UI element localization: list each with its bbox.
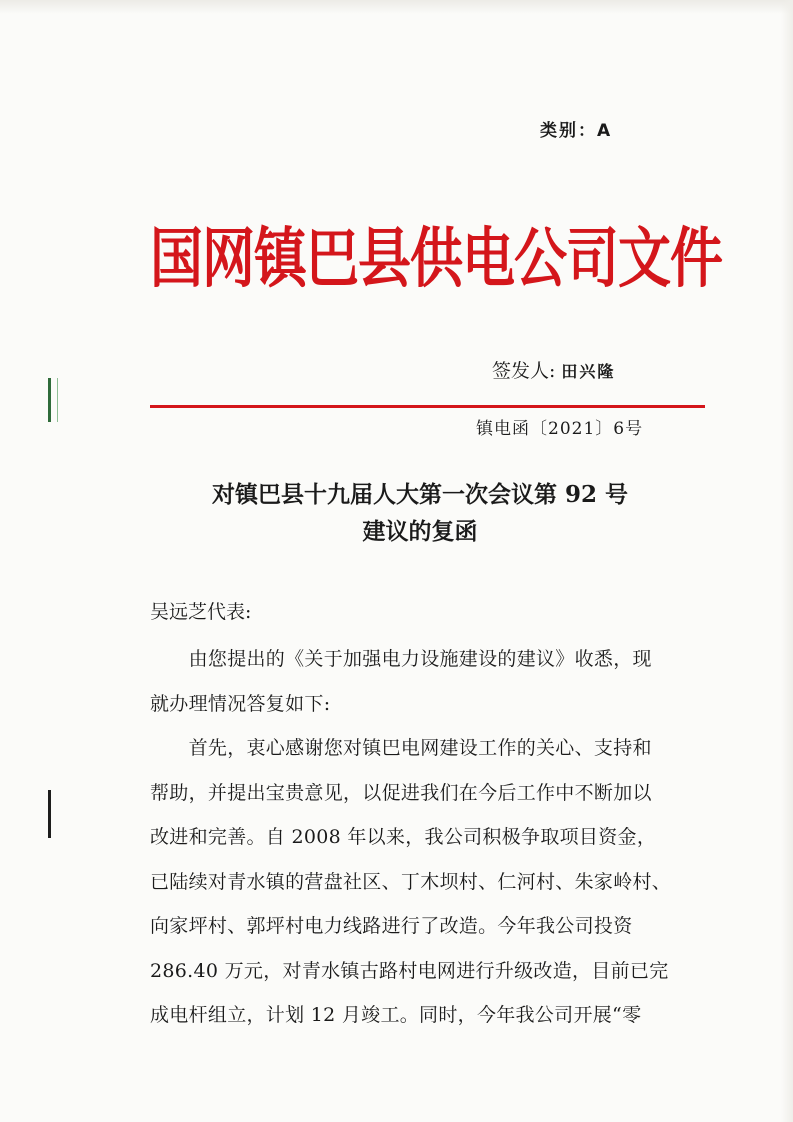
binding-mark bbox=[48, 378, 57, 422]
signer bbox=[492, 356, 692, 383]
body-line: 向家坪村、郭坪村电力线路进行了改造。今年我公司投资 bbox=[150, 915, 633, 937]
signer-name: 田兴隆 bbox=[561, 362, 616, 381]
document-category bbox=[540, 116, 700, 141]
signer-label: 签发人: bbox=[492, 360, 556, 382]
category-label: 类别： bbox=[540, 121, 597, 141]
binding-mark bbox=[48, 790, 57, 838]
document-number: 镇电函〔2021〕6号 bbox=[476, 419, 644, 439]
header-divider bbox=[150, 405, 705, 408]
body-line: 首先，衷心感谢您对镇巴电网建设工作的关心、支持和 bbox=[150, 737, 652, 759]
body-line: 由您提出的《关于加强电力设施建设的建议》收悉，现 bbox=[150, 648, 652, 670]
body-line: 成电杆组立，计划 12 月竣工。同时，今年我公司开展“零 bbox=[150, 1004, 642, 1026]
body-line: 帮助，并提出宝贵意见，以促进我们在今后工作中不断加以 bbox=[150, 781, 652, 804]
body-line: 286.40 万元，对青水镇古路村电网进行升级改造，目前已完 bbox=[150, 959, 669, 982]
body-line: 就办理情况答复如下: bbox=[150, 692, 331, 715]
salutation: 吴远芝代表: bbox=[150, 601, 252, 623]
body-line: 改进和完善。自 2008 年以来，我公司积极争取项目资金， bbox=[150, 826, 657, 848]
document-title-line: 建议的复函 bbox=[362, 518, 478, 545]
body-text bbox=[150, 637, 698, 1038]
page-edge bbox=[781, 0, 793, 1122]
document-title bbox=[120, 476, 720, 550]
document-header-title: 国网镇巴县供电公司文件 bbox=[150, 222, 722, 297]
document-title-line: 对镇巴县十九届人大第一次会议第 92 号 bbox=[211, 481, 629, 508]
category-value: A bbox=[597, 121, 612, 141]
page-edge bbox=[0, 0, 793, 14]
body-line: 已陆续对青水镇的营盘社区、丁木坝村、仁河村、朱家岭村、 bbox=[150, 870, 672, 893]
